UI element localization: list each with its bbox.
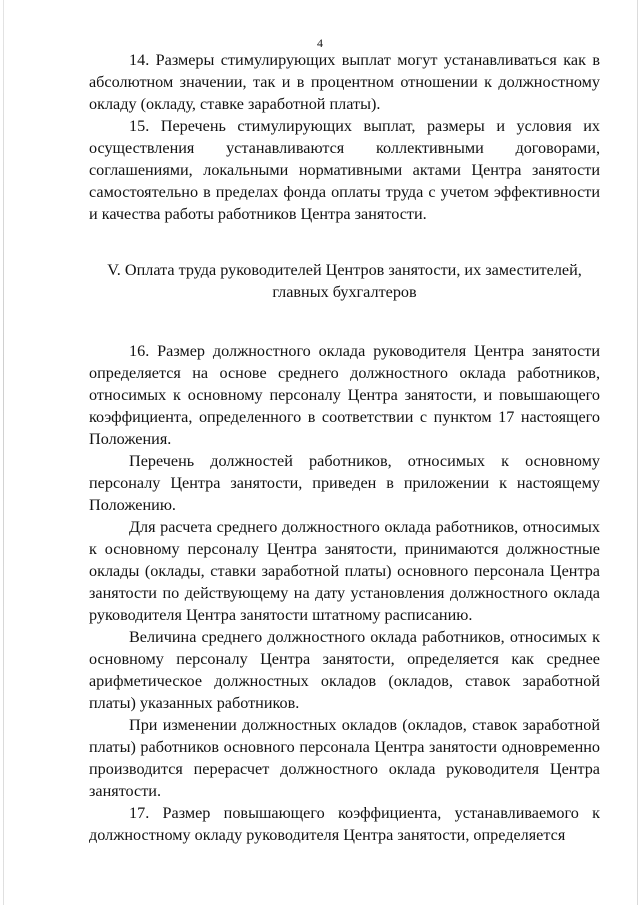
section-heading bbox=[89, 259, 600, 303]
section-heading-line-1: V. Оплата труда руководителей Центров занятости, их заместителей, bbox=[107, 261, 582, 279]
section-heading-line-2: главных бухгалтеров bbox=[272, 283, 417, 301]
paragraph-16-change: При изменении должностных окладов (окладов, ставок заработной платы) работников основного персонала Центра занятости одновременно производится перерасчет должностного оклада руководителя Центра занятости. bbox=[89, 716, 600, 800]
paragraph-16-avg: Величина среднего должностного оклада работников, относимых к основному персоналу Центра занятости, определяется как среднее арифметическое должностных окладов (окладов, ставок заработной платы) указанных работников. bbox=[89, 628, 600, 712]
paragraph-16: 16. Размер должностного оклада руководителя Центра занятости определяется на основе среднего должностного оклада работников, относимых к основному персоналу Центра занятости, и повышающего коэффициента, определенного в соответствии с пунктом 17 настоящего Положения. bbox=[89, 342, 600, 448]
document-body bbox=[89, 49, 600, 846]
page-number: 4 bbox=[317, 36, 323, 50]
scan-edge-left bbox=[3, 0, 4, 905]
paragraph-17: 17. Размер повышающего коэффициента, устанавливаемого к должностному окладу руководителя Центра занятости, определяется bbox=[89, 804, 600, 844]
paragraph-15: 15. Перечень стимулирующих выплат, размеры и условия их осуществления устанавливаются коллективными договорами, соглашениями, локальными нормативными актами Центра занятости самостоятельно в пределах фонда оплаты труда с учетом эффективности и качества работы работников Центра занятости. bbox=[89, 117, 600, 223]
scan-edge-right bbox=[637, 0, 638, 905]
paragraph-16-list: Перечень должностей работников, относимых к основному персоналу Центра занятости, приведен в приложении к настоящему Положению. bbox=[89, 452, 600, 514]
paragraph-16-calc: Для расчета среднего должностного оклада работников, относимых к основному персоналу Центра занятости, принимаются должностные оклады (оклады, ставки заработной платы) основного персонала Центра занятости по действующему на дату установления должностного оклада руководителя Центра занятости штатному расписанию. bbox=[89, 518, 600, 624]
paragraph-14: 14. Размеры стимулирующих выплат могут устанавливаться как в абсолютном значении, так и в процентном отношении к должностному окладу (окладу, ставке заработной платы). bbox=[89, 51, 600, 113]
